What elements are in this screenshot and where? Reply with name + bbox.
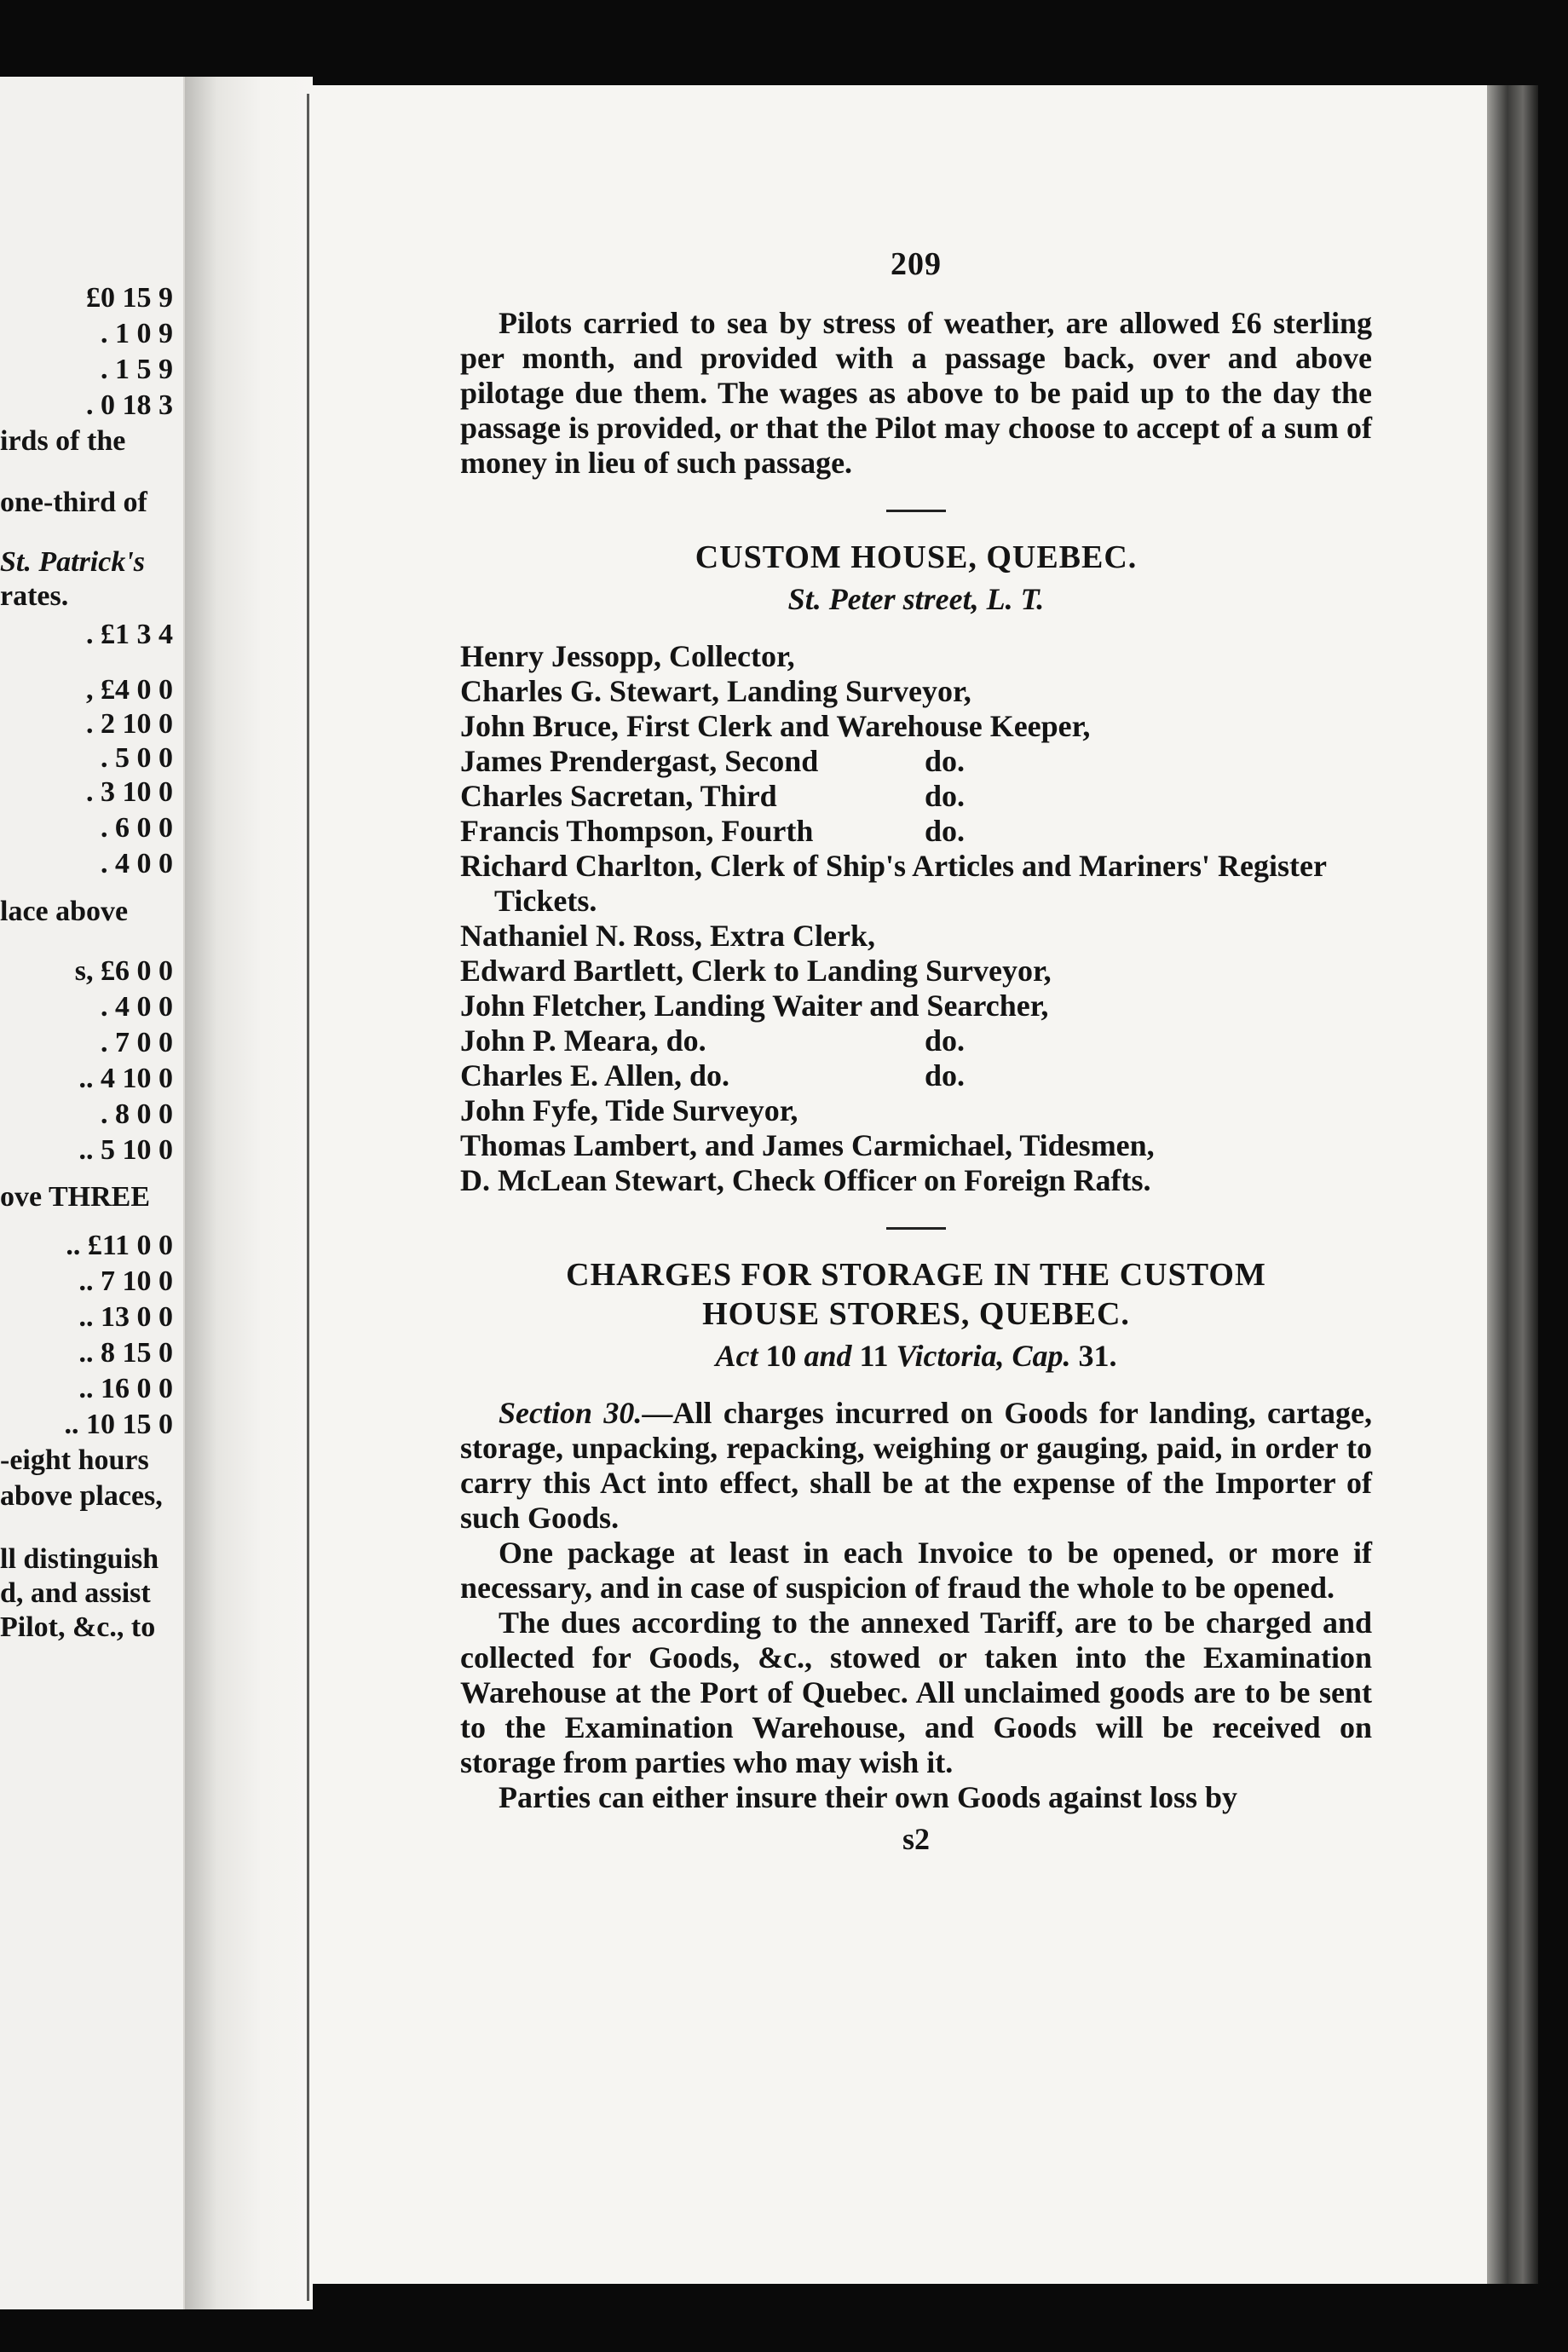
- staff-list: [460, 639, 1372, 1198]
- left-page-line: . £1 3 4: [86, 619, 173, 650]
- left-page-line: . 4 0 0: [101, 991, 173, 1023]
- staff-ditto: do.: [925, 1058, 966, 1092]
- staff-ditto: do.: [925, 1023, 966, 1058]
- charges-heading-line1: CHARGES FOR STORAGE IN THE CUSTOM: [566, 1257, 1266, 1293]
- staff-entry: [460, 989, 1372, 1023]
- dues-paragraph: The dues according to the annexed Tariff, are to be charged and collected for Goods, &c., stowed or taken into the Examination Warehouse at the Port of Quebec. All unclaimed goods are to be sent to the Examination Warehouse, and Goods will be received on storage from parties who may wish it.: [460, 1605, 1372, 1779]
- left-page-line: . 4 0 0: [101, 848, 173, 879]
- staff-ditto: do.: [925, 744, 966, 778]
- staff-name: Richard Charlton, Clerk of Ship's Articles and Mariners' Register Tickets.: [460, 849, 1327, 918]
- left-page-line: . 8 0 0: [101, 1098, 173, 1130]
- left-page-line: , £4 0 0: [86, 674, 173, 706]
- left-page-line: . 2 10 0: [86, 708, 173, 740]
- left-page-line: . 6 0 0: [101, 812, 173, 844]
- left-page-line: . 5 0 0: [101, 742, 173, 774]
- act-victoria: Victoria,: [896, 1339, 1005, 1373]
- left-page-line: . 0 18 3: [86, 389, 173, 421]
- left-page-line: £0 15 9: [86, 282, 173, 314]
- left-page-line: Pilot, &c., to: [0, 1611, 156, 1643]
- act-word: Act: [715, 1339, 758, 1373]
- custom-house-heading: CUSTOM HOUSE, QUEBEC.: [695, 539, 1138, 575]
- left-page-line: . 3 10 0: [86, 776, 173, 808]
- staff-name: John Fyfe, Tide Surveyor,: [460, 1093, 798, 1127]
- staff-name: D. McLean Stewart, Check Officer on Foreign Rafts.: [460, 1163, 1151, 1197]
- left-page-line: . 1 0 9: [101, 318, 173, 349]
- gutter-shadow-line: [307, 94, 309, 2301]
- staff-name: Charles Sacretan, Third: [460, 779, 777, 813]
- staff-entry: [460, 1093, 1372, 1128]
- charges-heading-line2: HOUSE STORES, QUEBEC.: [702, 1296, 1130, 1332]
- staff-entry: [460, 954, 1372, 989]
- left-page-line: lace above: [0, 896, 129, 927]
- left-page-line: -eight hours: [0, 1444, 149, 1476]
- staff-name: Francis Thompson, Fourth: [460, 814, 814, 848]
- left-page-line: .. 5 10 0: [78, 1134, 173, 1166]
- staff-entry: [460, 1163, 1372, 1198]
- left-page-line: rates.: [0, 580, 69, 612]
- staff-entry: [460, 709, 1372, 744]
- staff-name: James Prendergast, Second: [460, 744, 819, 778]
- page-number: 209: [891, 246, 942, 282]
- left-page-line: .. £11 0 0: [66, 1230, 173, 1261]
- act-cap: Cap.: [1012, 1339, 1071, 1373]
- left-page-line: .. 7 10 0: [78, 1265, 173, 1297]
- staff-entry: [460, 1128, 1372, 1163]
- left-page-line: . 7 0 0: [101, 1027, 173, 1058]
- act-cap-number: 31.: [1078, 1339, 1117, 1373]
- staff-entry: [460, 849, 1372, 919]
- insure-paragraph: Parties can either insure their own Goods against loss by: [499, 1780, 1238, 1814]
- left-page-line: .. 10 15 0: [64, 1409, 173, 1440]
- section-30-paragraph: [460, 1396, 1372, 1536]
- left-page-line: irds of the: [0, 425, 126, 457]
- left-page-line: s, £6 0 0: [74, 955, 173, 987]
- book-gutter: [185, 77, 313, 2309]
- section-text: —All charges incurred on Goods for landing, cartage, storage, unpacking, repacking, weighing or gauging, paid, in order to carry this Act into effect, shall be at the expense of the Importer of such Goods.: [460, 1396, 1372, 1535]
- act-number-a: 10: [765, 1339, 797, 1373]
- staff-entry: [460, 744, 1372, 779]
- staff-name: John Bruce, First Clerk and Warehouse Keeper,: [460, 709, 1091, 743]
- staff-entry: [460, 1023, 1372, 1058]
- staff-name: Henry Jessopp, Collector,: [460, 639, 795, 673]
- staff-entry: [460, 639, 1372, 674]
- section-divider: [886, 510, 946, 512]
- staff-name: John P. Meara, do.: [460, 1023, 706, 1058]
- left-page-line: .. 16 0 0: [78, 1373, 173, 1404]
- package-paragraph: One package at least in each Invoice to be opened, or more if necessary, and in case of suspicion of fraud the whole to be opened.: [460, 1536, 1372, 1605]
- left-page-line: .. 4 10 0: [78, 1063, 173, 1094]
- staff-name: Nathaniel N. Ross, Extra Clerk,: [460, 919, 875, 953]
- left-page-line: .. 13 0 0: [78, 1301, 173, 1333]
- staff-name: John Fletcher, Landing Waiter and Searcher,: [460, 989, 1049, 1023]
- staff-entry: [460, 1058, 1372, 1093]
- act-number-b: 11: [859, 1339, 889, 1373]
- left-page-fragment: [0, 77, 185, 2309]
- section-label: Section 30.: [499, 1396, 643, 1430]
- left-page-line: . 1 5 9: [101, 354, 173, 385]
- staff-entry: [460, 919, 1372, 954]
- page-content: [460, 247, 1372, 1857]
- staff-name: Thomas Lambert, and James Carmichael, Tidesmen,: [460, 1128, 1155, 1162]
- left-page-line: ove THREE: [0, 1181, 151, 1213]
- staff-entry: [460, 779, 1372, 814]
- staff-name: Charles E. Allen, do.: [460, 1058, 730, 1092]
- staff-name: Charles G. Stewart, Landing Surveyor,: [460, 674, 971, 708]
- signature-mark: s2: [902, 1822, 930, 1856]
- act-reference: [460, 1339, 1372, 1374]
- custom-house-address: St. Peter street, L. T.: [787, 582, 1045, 616]
- left-page-line: d, and assist: [0, 1577, 151, 1609]
- pilot-wages-paragraph: Pilots carried to sea by stress of weather, are allowed £6 sterling per month, and provided with a passage back, over and above pilotage due them. The wages as above to be paid up to the day the passage is provided, or that the Pilot may choose to accept of a sum of money in lieu of such passage.: [460, 306, 1372, 480]
- staff-ditto: do.: [925, 779, 966, 813]
- act-and: and: [804, 1339, 852, 1373]
- section-divider: [886, 1227, 946, 1230]
- staff-ditto: do.: [925, 814, 966, 848]
- staff-name: Edward Bartlett, Clerk to Landing Surveyor,: [460, 954, 1052, 988]
- staff-entry: [460, 814, 1372, 849]
- left-page-line: one-third of: [0, 487, 147, 518]
- left-page-line: above places,: [0, 1480, 163, 1512]
- left-page-line: .. 8 15 0: [78, 1337, 173, 1369]
- left-page-line: ll distinguish: [0, 1543, 159, 1575]
- staff-entry: [460, 674, 1372, 709]
- left-page-line: St. Patrick's: [0, 546, 146, 578]
- page-edge: [1487, 85, 1538, 2284]
